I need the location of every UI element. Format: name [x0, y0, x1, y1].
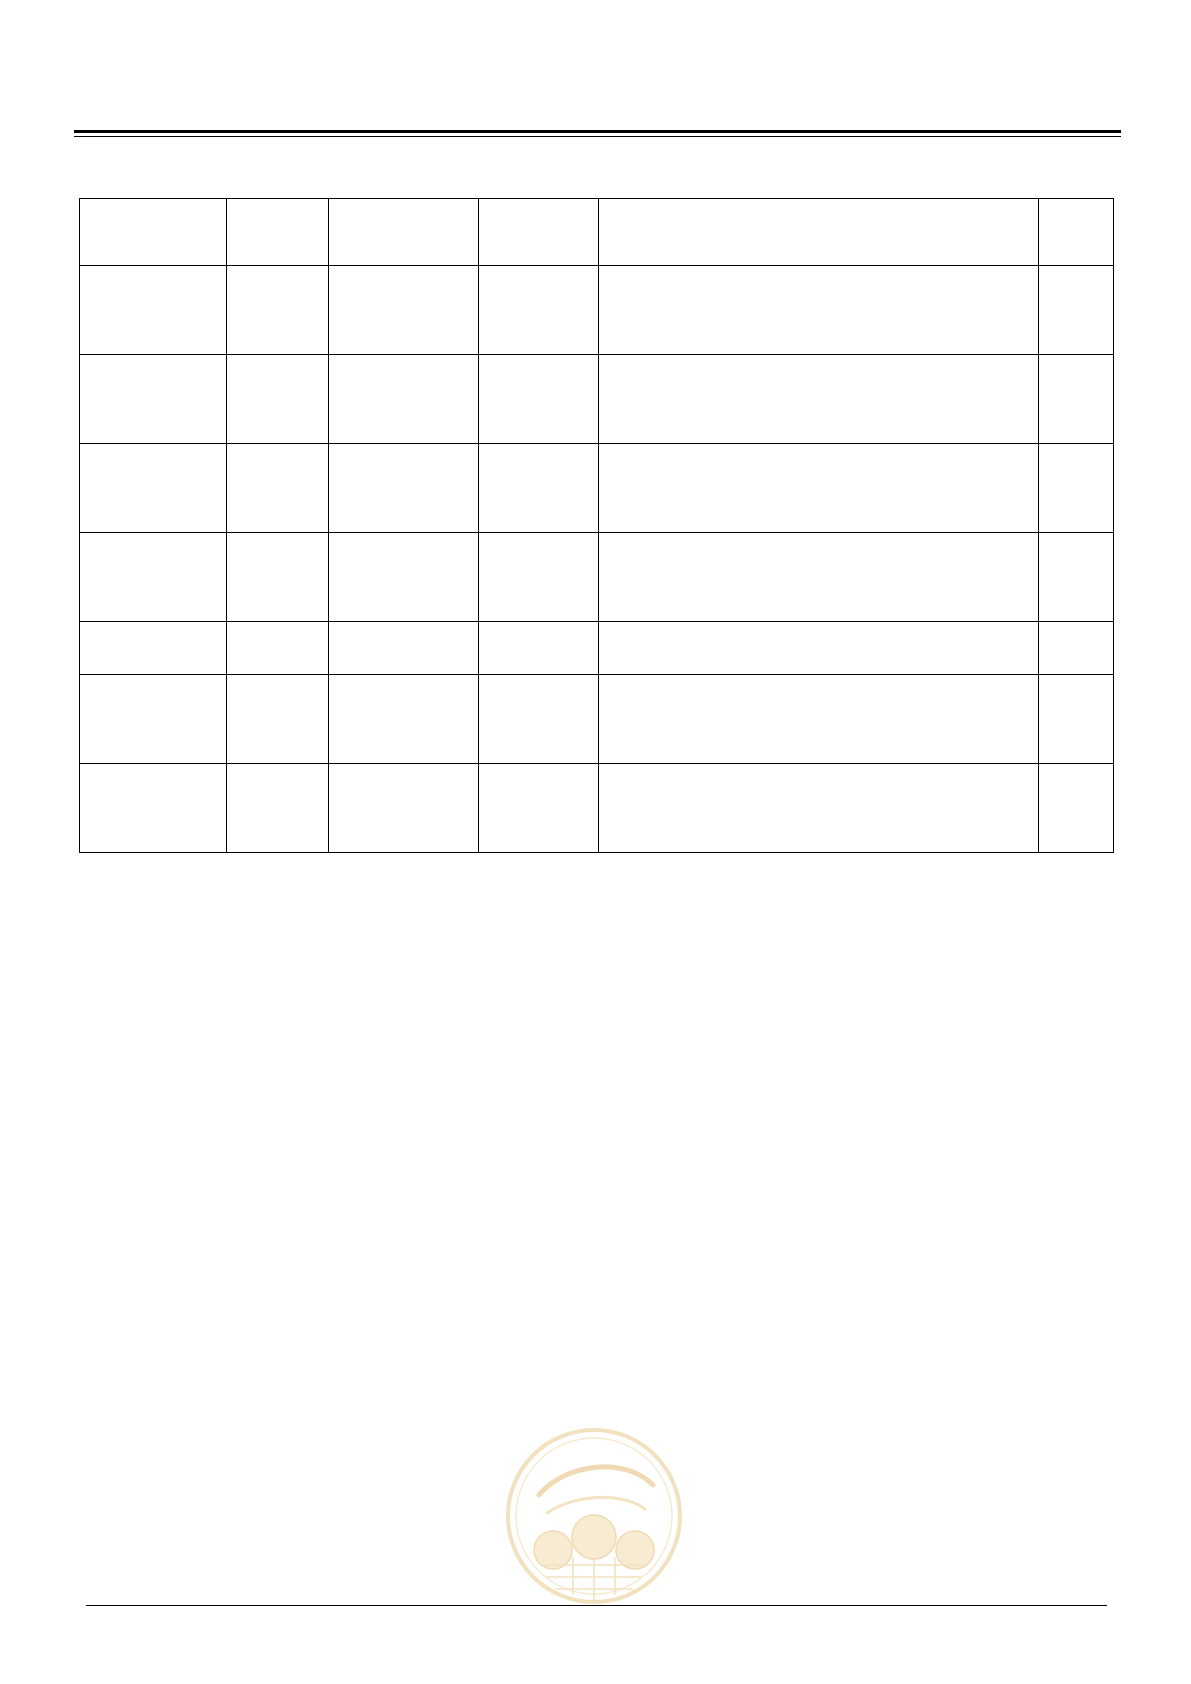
header-rule-thick — [74, 130, 1121, 133]
item-quantity — [227, 533, 329, 622]
item-quantity — [227, 622, 329, 675]
item-description — [599, 675, 1039, 764]
item-unit — [479, 266, 599, 355]
header-unit-price — [329, 199, 479, 266]
item-number — [1039, 622, 1114, 675]
item-total-price — [80, 764, 227, 853]
item-unit-price — [329, 622, 479, 675]
item-unit — [479, 764, 599, 853]
item-description — [599, 533, 1039, 622]
table-row — [80, 675, 1114, 764]
table-header-row — [80, 199, 1114, 266]
item-description — [599, 266, 1039, 355]
item-quantity — [227, 764, 329, 853]
item-description — [599, 355, 1039, 444]
item-unit — [479, 622, 599, 675]
item-description — [599, 622, 1039, 675]
item-quantity — [227, 266, 329, 355]
item-unit-price — [329, 675, 479, 764]
item-number — [1039, 764, 1114, 853]
header-number — [1039, 199, 1114, 266]
item-quantity — [227, 675, 329, 764]
item-description — [599, 444, 1039, 533]
item-total-price — [80, 355, 227, 444]
footer-rule — [86, 1605, 1107, 1606]
price-table — [79, 198, 1114, 853]
item-total-price — [80, 622, 227, 675]
item-unit-price — [329, 533, 479, 622]
table-row — [80, 266, 1114, 355]
item-unit — [479, 355, 599, 444]
item-total-price — [80, 444, 227, 533]
header-unit — [479, 199, 599, 266]
header-quantity — [227, 199, 329, 266]
item-unit-price — [329, 444, 479, 533]
item-quantity — [227, 355, 329, 444]
price-table-container — [80, 198, 1114, 853]
table-row — [80, 444, 1114, 533]
table-row — [80, 533, 1114, 622]
item-unit-price — [329, 266, 479, 355]
item-unit — [479, 533, 599, 622]
item-total-price — [80, 675, 227, 764]
item-number — [1039, 444, 1114, 533]
item-unit-price — [329, 764, 479, 853]
item-total-price — [80, 266, 227, 355]
item-number — [1039, 266, 1114, 355]
header-description — [599, 199, 1039, 266]
item-unit-price — [329, 355, 479, 444]
header-rule-thin — [74, 136, 1121, 137]
item-number — [1039, 355, 1114, 444]
table-row — [80, 355, 1114, 444]
item-unit — [479, 444, 599, 533]
item-total-price — [80, 533, 227, 622]
item-number — [1039, 533, 1114, 622]
item-description — [599, 764, 1039, 853]
item-quantity — [227, 444, 329, 533]
header-total-price — [80, 199, 227, 266]
item-unit — [479, 675, 599, 764]
table-row — [80, 622, 1114, 675]
watermark-logo-icon — [503, 1425, 685, 1607]
item-number — [1039, 675, 1114, 764]
table-row — [80, 764, 1114, 853]
